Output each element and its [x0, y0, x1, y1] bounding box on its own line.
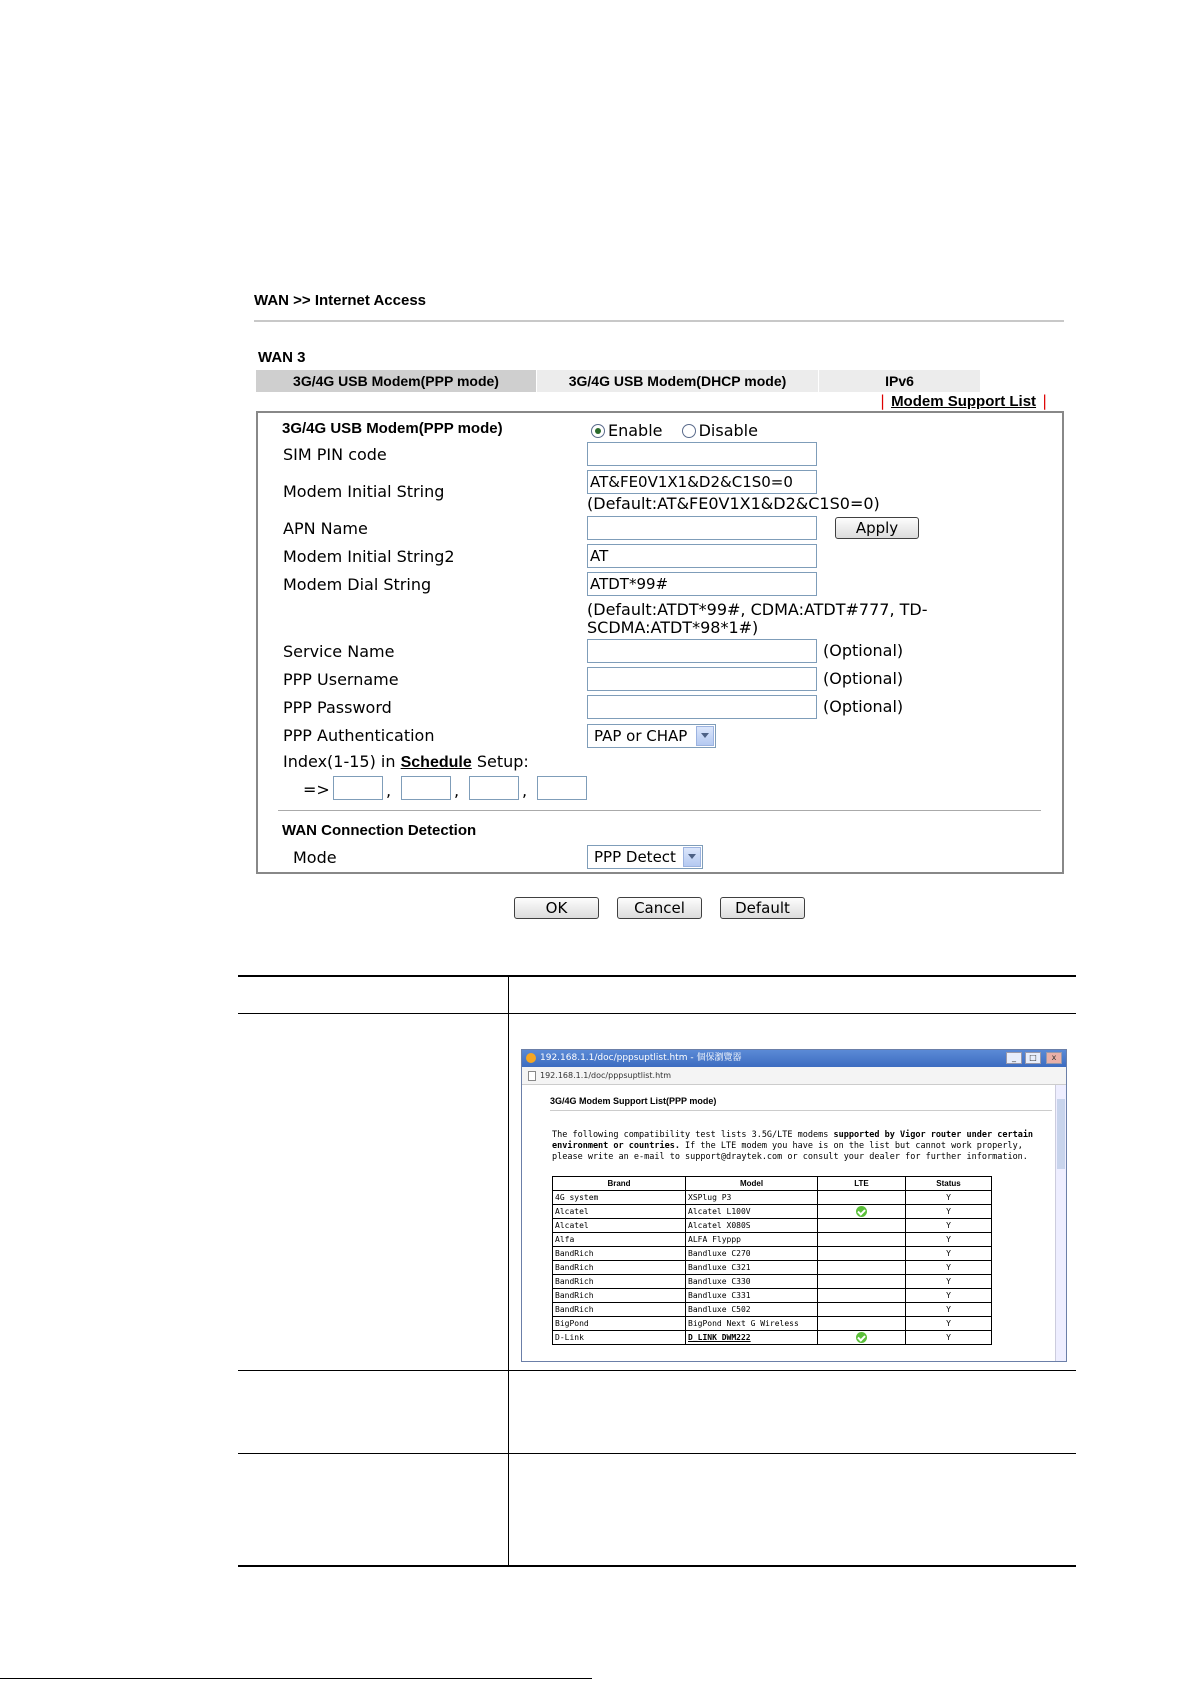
model-cell: Alcatel X080S	[686, 1219, 818, 1233]
schedule-link[interactable]: Schedule	[400, 754, 472, 771]
model-cell: BigPond Next G Wireless	[686, 1317, 818, 1331]
brand-cell: BigPond	[553, 1317, 686, 1331]
minimize-icon[interactable]: _	[1006, 1052, 1022, 1064]
radio-selected-icon	[591, 424, 605, 438]
desc-text: If the LTE modem you have is on the list but cannot work properly, please write an e-mail to support@draytek.com or consult your dealer for further information.	[552, 1141, 1028, 1162]
tab-ipv6[interactable]: IPv6	[819, 370, 980, 392]
dial-string-default-2: SCDMA:ATDT*98*1#)	[587, 618, 759, 637]
chevron-down-icon	[683, 847, 701, 867]
table-row	[553, 1275, 992, 1289]
footnote-divider	[0, 1678, 592, 1679]
model-cell: Bandluxe C321	[686, 1261, 818, 1275]
status-cell: Y	[906, 1219, 992, 1233]
schedule-index-label	[283, 752, 529, 772]
lte-cell	[818, 1219, 906, 1233]
model-link[interactable]: D_LINK DWM222	[686, 1331, 818, 1345]
close-icon[interactable]: x	[1046, 1052, 1062, 1064]
table-border	[238, 1370, 1076, 1371]
status-cell: Y	[906, 1289, 992, 1303]
section-title: 3G/4G USB Modem(PPP mode)	[282, 420, 503, 437]
brand-cell: BandRich	[553, 1247, 686, 1261]
modem-support-list-link[interactable]: Modem Support List	[891, 393, 1037, 410]
lte-cell	[818, 1275, 906, 1289]
column-header-lte: LTE	[818, 1177, 906, 1191]
ppp-password-label: PPP Password	[283, 698, 392, 717]
chevron-down-icon	[696, 726, 714, 746]
brand-cell: BandRich	[553, 1289, 686, 1303]
desc-bold-text: supported by Vigor router under certain environment or countries.	[552, 1130, 1034, 1151]
disable-label: Disable	[698, 421, 758, 440]
enable-label: Enable	[608, 421, 663, 440]
modem-init2-label: Modem Initial String2	[283, 547, 455, 566]
lte-cell	[818, 1303, 906, 1317]
column-header-status: Status	[906, 1177, 992, 1191]
default-button[interactable]: Default	[720, 897, 805, 919]
separator: |	[1042, 392, 1048, 410]
lte-cell	[818, 1289, 906, 1303]
schedule-index-3[interactable]	[469, 776, 519, 800]
scrollbar[interactable]	[1055, 1085, 1066, 1362]
optional-hint: (Optional)	[823, 669, 904, 688]
dial-string-default-1: (Default:ATDT*99#, CDMA:ATDT#777, TD-	[587, 600, 928, 619]
service-name-input[interactable]	[587, 639, 817, 663]
ppp-auth-select[interactable]	[587, 724, 716, 748]
lte-cell	[818, 1261, 906, 1275]
table-row	[553, 1261, 992, 1275]
lte-cell	[818, 1233, 906, 1247]
table-row	[553, 1191, 992, 1205]
desc-text: The following compatibility test lists 3.5G/LTE modems	[552, 1130, 834, 1140]
table-row	[553, 1205, 992, 1219]
schedule-index-2[interactable]	[401, 776, 451, 800]
apply-button[interactable]: Apply	[835, 517, 919, 539]
status-cell: Y	[906, 1317, 992, 1331]
tab-ppp-mode[interactable]: 3G/4G USB Modem(PPP mode)	[256, 370, 536, 392]
table-row	[553, 1331, 992, 1345]
ppp-username-input[interactable]	[587, 667, 817, 691]
disable-radio[interactable]	[682, 421, 758, 440]
column-header-brand: Brand	[553, 1177, 686, 1191]
modem-init-label: Modem Initial String	[283, 482, 445, 501]
brand-cell: 4G system	[553, 1191, 686, 1205]
optional-hint: (Optional)	[823, 641, 904, 660]
divider	[254, 320, 1064, 322]
table-border-top	[238, 975, 1076, 977]
table-row	[553, 1247, 992, 1261]
ok-button[interactable]: OK	[514, 897, 599, 919]
enable-radio-group	[591, 421, 758, 440]
apn-input[interactable]	[587, 516, 817, 540]
tab-dhcp-mode[interactable]: 3G/4G USB Modem(DHCP mode)	[537, 370, 818, 392]
window-title: 192.168.1.1/doc/pppsuptlist.htm - 個保瀏覽器	[540, 1053, 742, 1063]
table-row	[553, 1219, 992, 1233]
modem-table	[552, 1176, 992, 1345]
mode-select[interactable]	[587, 845, 703, 869]
popup-heading: 3G/4G Modem Support List(PPP mode)	[550, 1096, 717, 1106]
lte-cell	[818, 1205, 906, 1219]
lte-cell	[818, 1331, 906, 1345]
modem-init-input[interactable]: AT&FE0V1X1&D2&C1S0=0	[587, 470, 817, 494]
scrollbar-thumb[interactable]	[1057, 1099, 1065, 1169]
brand-cell: D-Link	[553, 1331, 686, 1345]
divider	[550, 1110, 1052, 1111]
separator: |	[880, 392, 886, 410]
dial-string-label: Modem Dial String	[283, 575, 432, 594]
popup-description	[552, 1130, 1052, 1163]
brand-cell: Alfa	[553, 1233, 686, 1247]
table-column-divider	[508, 975, 509, 1567]
model-cell: ALFA Flyppp	[686, 1233, 818, 1247]
arrow-label: =>	[303, 780, 330, 799]
modem-init-default: (Default:AT&FE0V1X1&D2&C1S0=0)	[587, 494, 880, 513]
comma: ,	[454, 781, 460, 800]
model-cell: Bandluxe C331	[686, 1289, 818, 1303]
status-cell: Y	[906, 1191, 992, 1205]
comma: ,	[522, 781, 528, 800]
service-name-label: Service Name	[283, 642, 395, 661]
breadcrumb: WAN >> Internet Access	[254, 292, 427, 309]
status-cell: Y	[906, 1247, 992, 1261]
table-row	[553, 1289, 992, 1303]
status-cell: Y	[906, 1233, 992, 1247]
brand-cell: BandRich	[553, 1303, 686, 1317]
table-border-bottom	[238, 1565, 1076, 1567]
sim-pin-label: SIM PIN code	[283, 445, 387, 464]
status-cell: Y	[906, 1205, 992, 1219]
index-prefix: Index(1-15) in	[283, 752, 396, 771]
model-cell: Alcatel L100V	[686, 1205, 818, 1219]
ppp-password-input[interactable]	[587, 695, 817, 719]
table-row	[553, 1303, 992, 1317]
modem-support-row	[880, 392, 1047, 410]
status-cell: Y	[906, 1303, 992, 1317]
address-bar[interactable]	[522, 1067, 1066, 1085]
brand-cell: Alcatel	[553, 1219, 686, 1233]
apn-label: APN Name	[283, 519, 368, 538]
column-header-model: Model	[686, 1177, 818, 1191]
table-row	[553, 1317, 992, 1331]
mode-value: PPP Detect	[594, 848, 676, 866]
window-titlebar	[522, 1050, 1066, 1067]
page-title: WAN 3	[258, 349, 306, 366]
radio-unselected-icon	[682, 424, 696, 438]
browser-icon	[526, 1053, 536, 1063]
comma: ,	[386, 781, 392, 800]
check-icon	[856, 1332, 867, 1343]
model-cell: Bandluxe C270	[686, 1247, 818, 1261]
page-icon	[528, 1071, 536, 1081]
optional-hint: (Optional)	[823, 697, 904, 716]
brand-cell: BandRich	[553, 1275, 686, 1289]
modem-init2-input[interactable]: AT	[587, 544, 817, 568]
index-suffix: Setup:	[476, 752, 529, 771]
model-cell: Bandluxe C502	[686, 1303, 818, 1317]
lte-cell	[818, 1247, 906, 1261]
address-text: 192.168.1.1/doc/pppsuptlist.htm	[540, 1071, 672, 1080]
modem-support-list-window	[521, 1049, 1067, 1362]
status-cell: Y	[906, 1275, 992, 1289]
lte-cell	[818, 1317, 906, 1331]
enable-radio[interactable]	[591, 421, 663, 440]
model-cell: Bandluxe C330	[686, 1275, 818, 1289]
table-border	[238, 1013, 1076, 1014]
mode-label: Mode	[293, 848, 337, 867]
detect-section-title: WAN Connection Detection	[282, 822, 477, 839]
check-icon	[856, 1206, 867, 1217]
sim-pin-input[interactable]	[587, 442, 817, 466]
schedule-index-1[interactable]	[333, 776, 383, 800]
cancel-button[interactable]: Cancel	[617, 897, 702, 919]
ppp-auth-value: PAP or CHAP	[594, 727, 688, 745]
dial-string-input[interactable]: ATDT*99#	[587, 572, 817, 596]
ppp-username-label: PPP Username	[283, 670, 399, 689]
status-cell: Y	[906, 1261, 992, 1275]
status-cell: Y	[906, 1331, 992, 1345]
schedule-index-4[interactable]	[537, 776, 587, 800]
lte-cell	[818, 1191, 906, 1205]
model-cell: XSPlug P3	[686, 1191, 818, 1205]
section-divider	[278, 810, 1041, 811]
maximize-icon[interactable]: □	[1025, 1052, 1041, 1064]
table-border	[238, 1453, 1076, 1454]
brand-cell: BandRich	[553, 1261, 686, 1275]
ppp-auth-label: PPP Authentication	[283, 726, 435, 745]
table-row	[553, 1233, 992, 1247]
brand-cell: Alcatel	[553, 1205, 686, 1219]
